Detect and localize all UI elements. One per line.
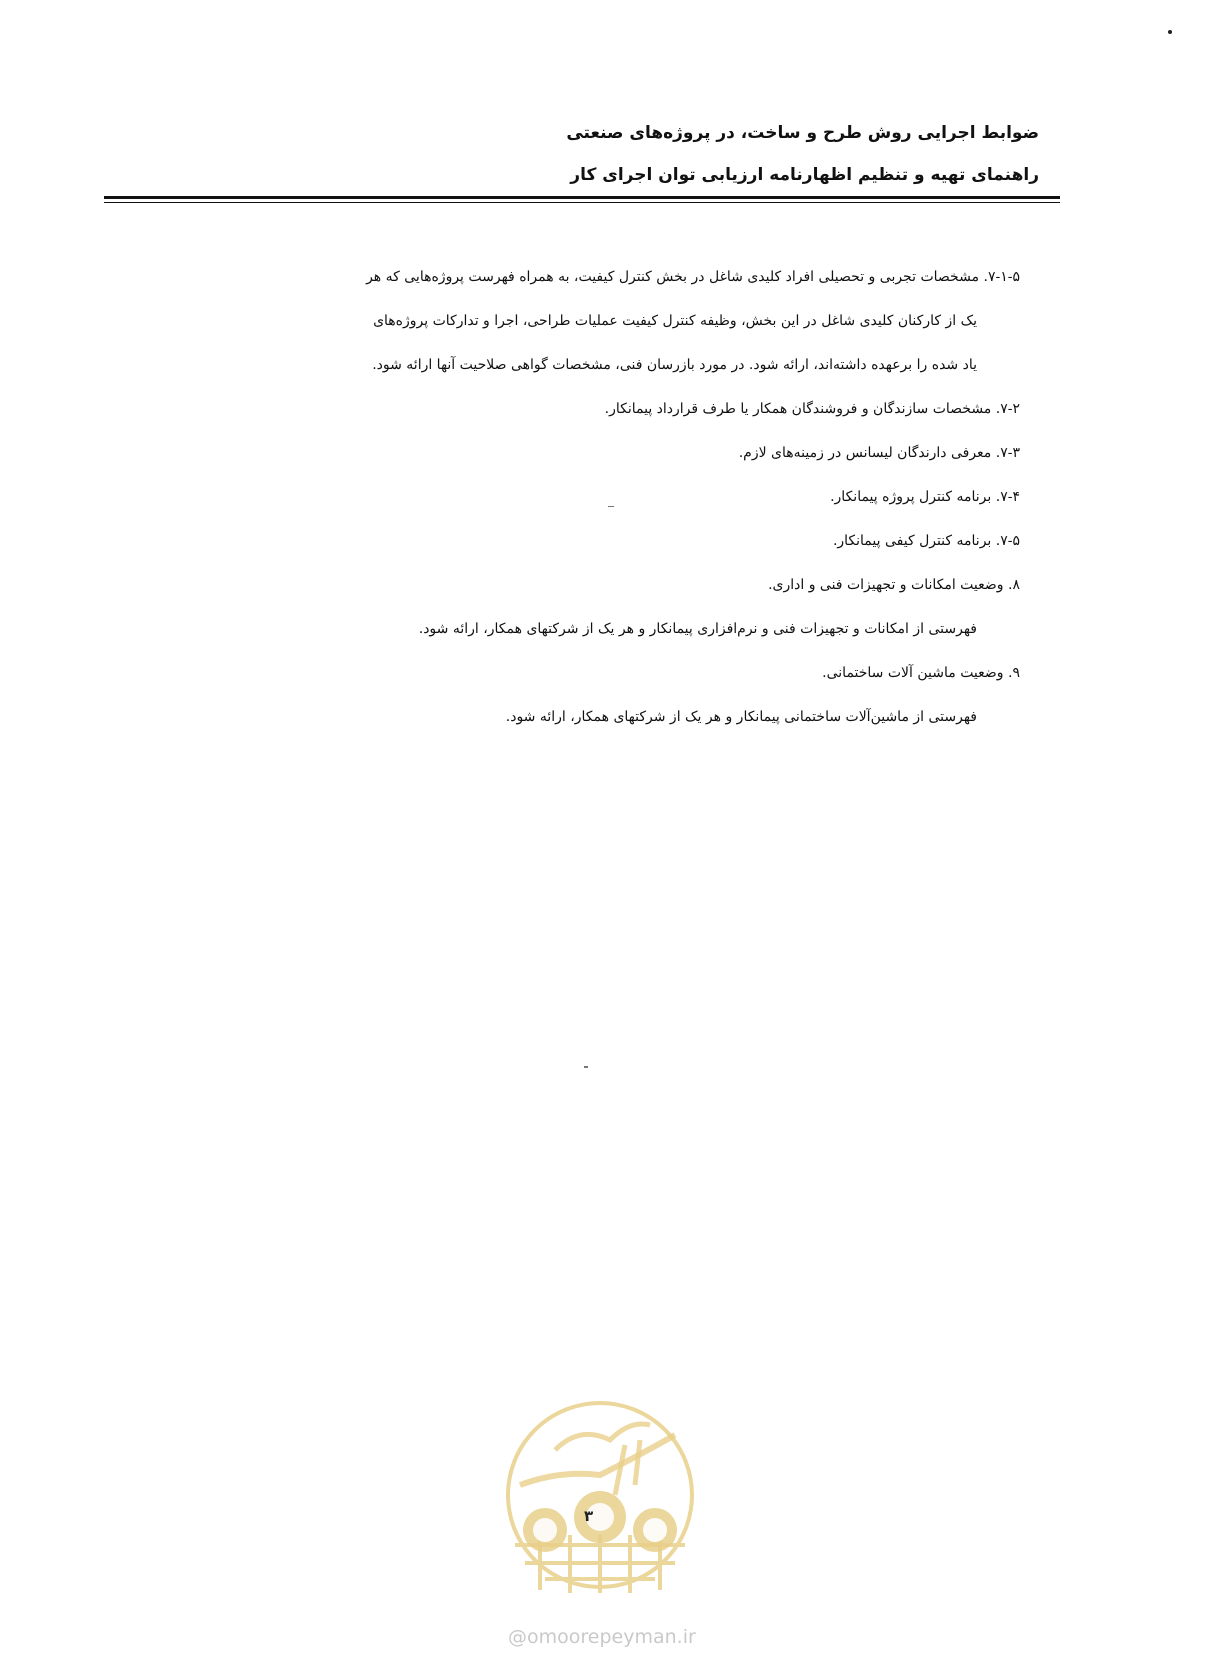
- paragraph-7-1-5-line-3: یاد شده را برعهده داشته‌اند، ارائه شود. در مورد بازرسان فنی، مشخصات گواهی صلاحیت آنها ارائه شود.: [372, 357, 977, 373]
- watermark-url: @omoorepeyman.ir: [508, 1626, 696, 1648]
- list-item-7-2: ۷-۲. مشخصات سازندگان و فروشندگان همکار یا طرف قرارداد پیمانکار.: [604, 401, 1020, 417]
- list-item-7-3: ۷-۳. معرفی دارندگان لیسانس در زمینه‌های لازم.: [738, 445, 1020, 461]
- section-8-heading: ۸. وضعیت امکانات و تجهیزات فنی و اداری.: [768, 577, 1020, 593]
- section-9-heading: ۹. وضعیت ماشین آلات ساختمانی.: [822, 665, 1020, 681]
- list-item-7-5: ۷-۵. برنامه کنترل کیفی پیمانکار.: [832, 533, 1020, 549]
- list-item-7-4: ۷-۴. برنامه کنترل پروژه پیمانکار.: [830, 489, 1020, 505]
- header-title-line-1: ضوابط اجرایی روش طرح و ساخت، در پروژه‌های صنعتی: [566, 123, 1039, 143]
- header-title-line-2: راهنمای تهیه و تنظیم اظهارنامه ارزیابی توان اجرای کار: [570, 165, 1039, 185]
- scan-speck: [584, 1066, 588, 1068]
- header-rule-thin: [104, 202, 1060, 203]
- paragraph-7-1-5-line-1: ۷-۱-۵. مشخصات تجربی و تحصیلی افراد کلیدی شاغل در بخش کنترل کیفیت، به همراه فهرست پروژه‌هایی که هر: [366, 269, 1020, 285]
- page-header: [139, 112, 1039, 196]
- header-rule-thick: [104, 196, 1060, 199]
- seal-watermark-icon: [500, 1395, 700, 1595]
- section-8-text: فهرستی از امکانات و تجهیزات فنی و نرم‌افزاری پیمانکار و هر یک از شرکتهای همکار، ارائه شود.: [418, 621, 977, 637]
- paragraph-7-1-5-line-2: یک از کارکنان کلیدی شاغل در این بخش، وظیفه کنترل کیفیت عملیات طراحی، اجرا و تدارکات پروژه‌های: [373, 313, 977, 329]
- scan-speck: [1168, 30, 1172, 34]
- section-9-text: فهرستی از ماشین‌آلات ساختمانی پیمانکار و هر یک از شرکتهای همکار، ارائه شود.: [505, 709, 977, 725]
- scan-speck: [608, 506, 614, 507]
- page-number: ۳: [584, 1507, 594, 1525]
